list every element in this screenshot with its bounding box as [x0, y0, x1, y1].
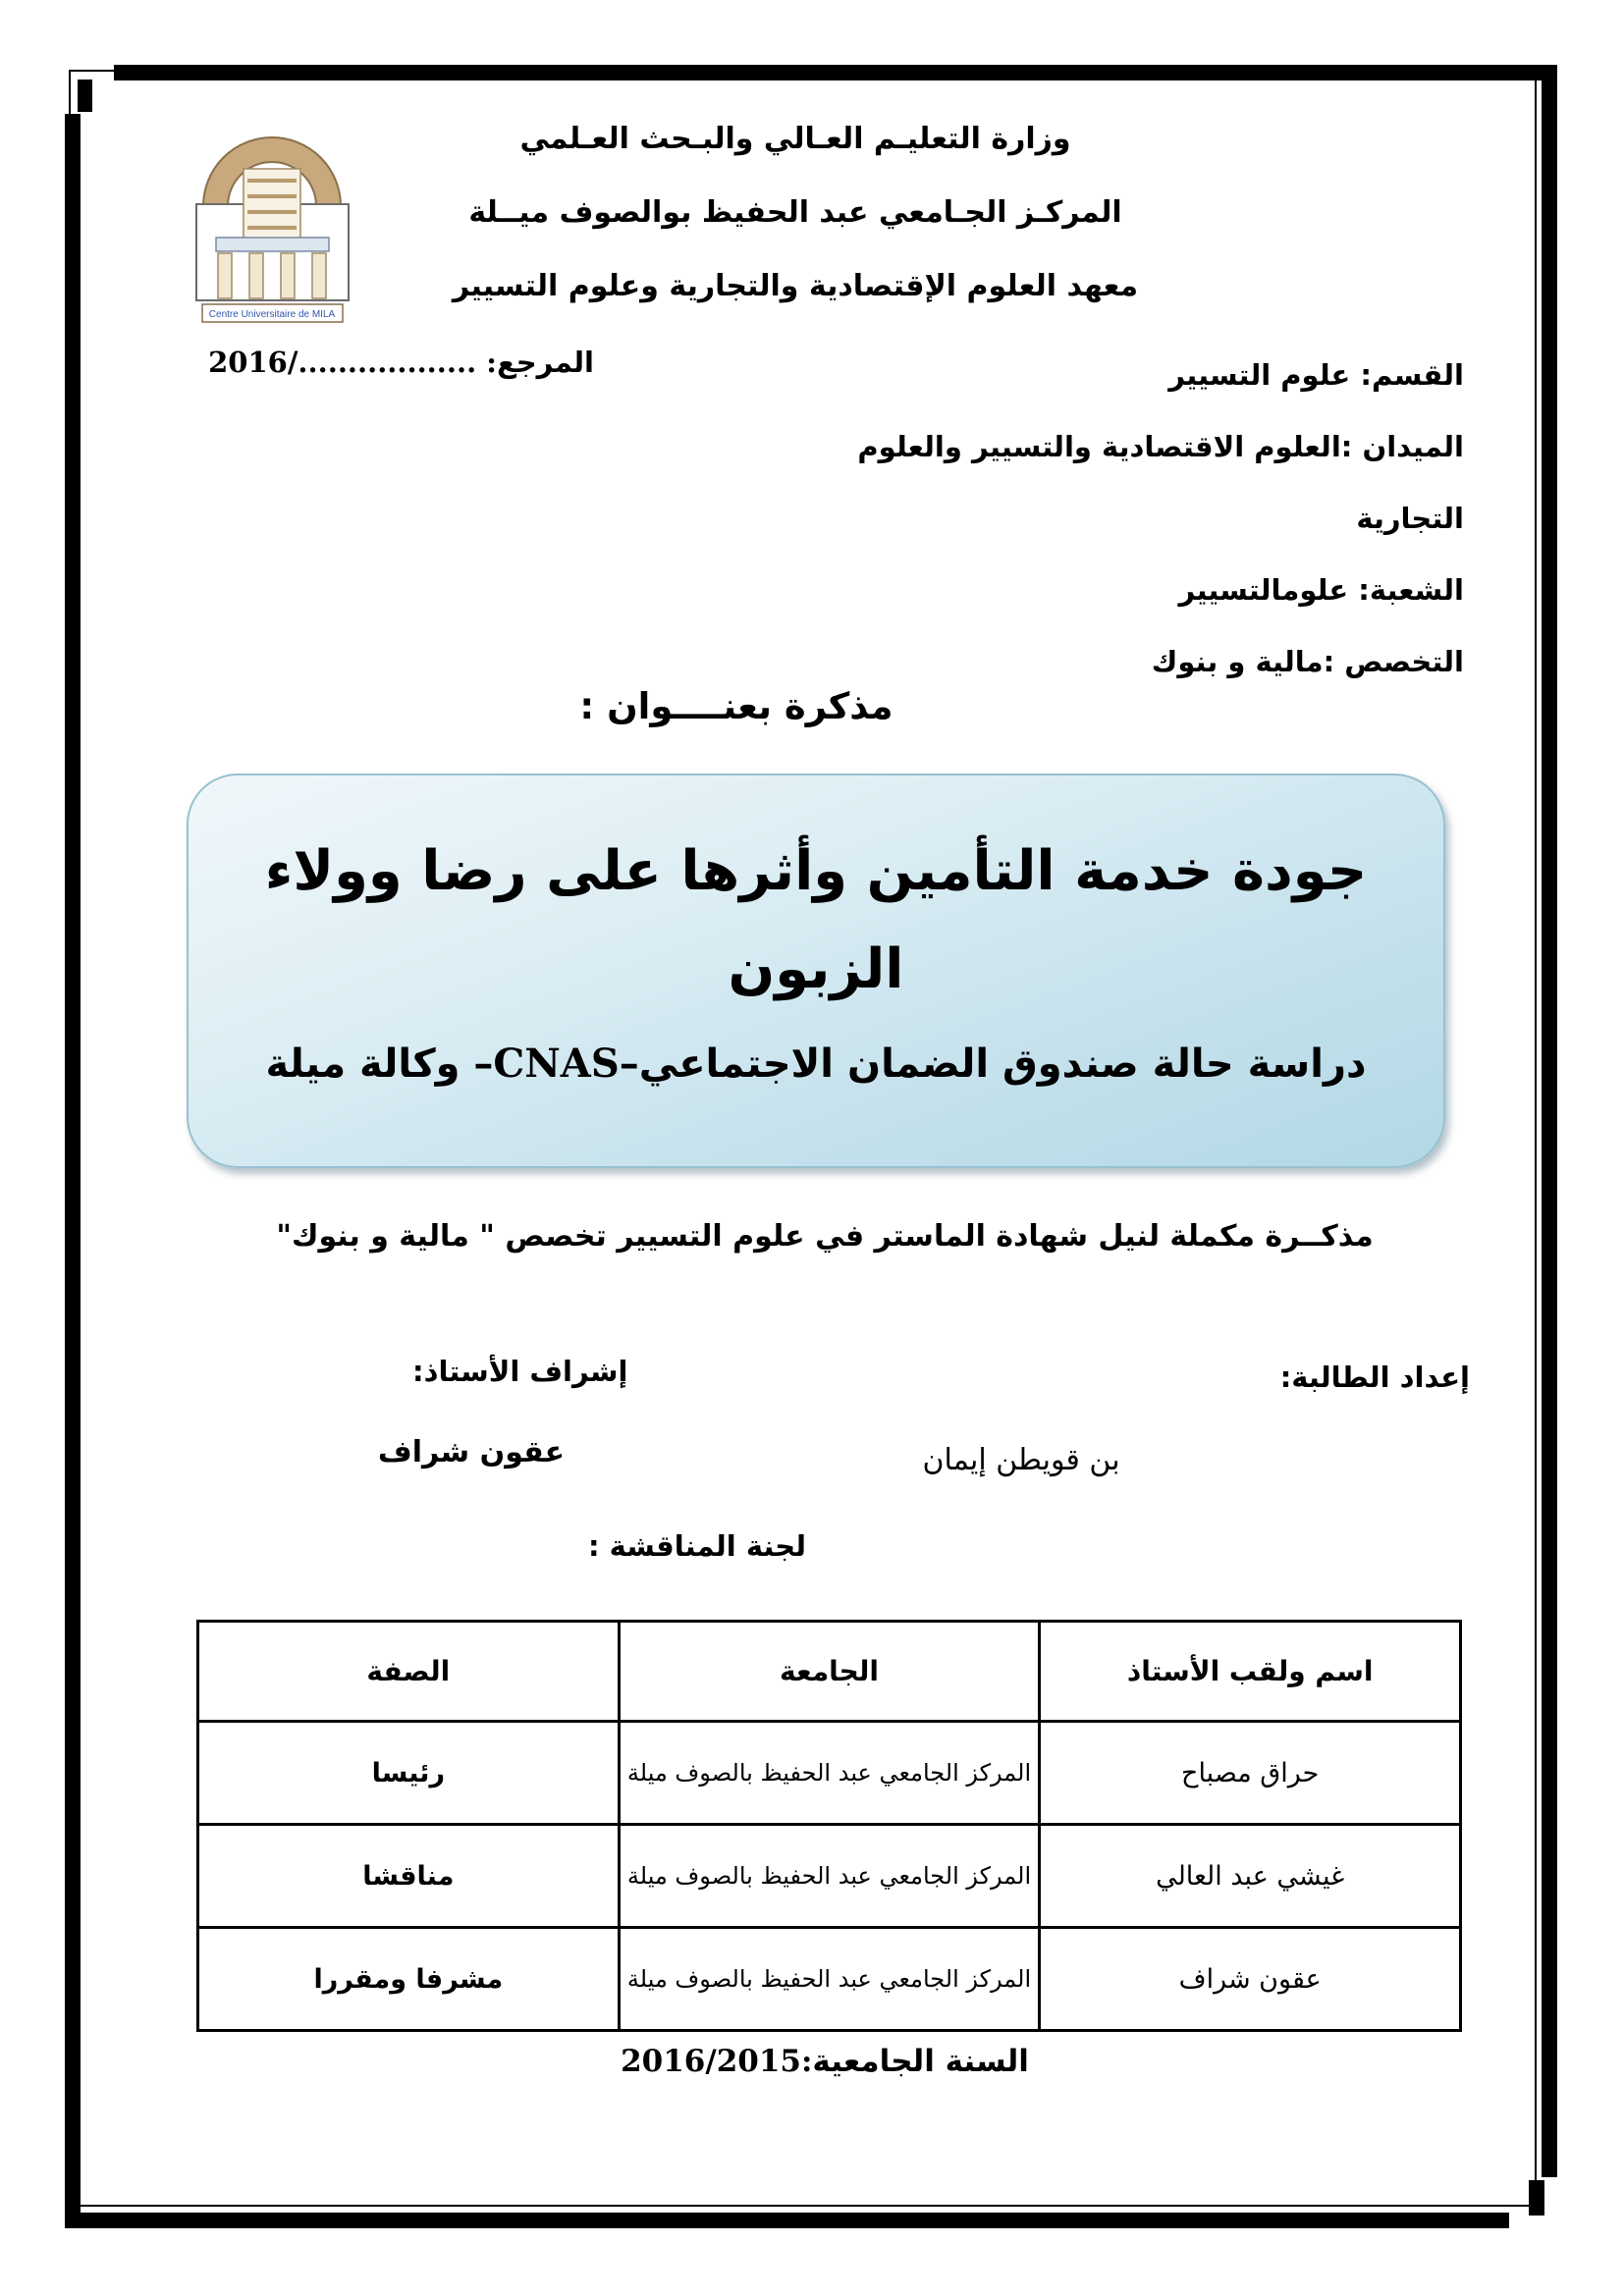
academic-info-block — [777, 340, 1464, 698]
university-cell: المركز الجامعي عبد الحفيظ بالصوف ميلة — [619, 1928, 1040, 2031]
table-row — [198, 1825, 1461, 1928]
ministry-header — [353, 102, 1237, 323]
page-frame-thick-right — [1542, 65, 1557, 2177]
academic-year: السنة الجامعية:2016/2015 — [621, 2044, 1029, 2079]
page-frame-thick-bottom — [65, 2213, 1509, 2228]
university-cell: المركز الجامعي عبد الحفيظ بالصوف ميلة — [619, 1825, 1040, 1928]
supervisor-name: عقون شراف — [377, 1435, 566, 1469]
branch-line: الشعبة: علومالتسيير — [1178, 573, 1464, 607]
specialty-line: التخصص :مالية و بنوك — [1151, 645, 1464, 678]
field-line: الميدان :العلوم الاقتصادية والتسيير والعلوم التجارية — [857, 430, 1464, 535]
role-cell: مشرفا ومقررا — [198, 1928, 620, 2031]
thesis-title-line1: جودة خدمة التأمين وأثرها على رضا وولاء — [264, 839, 1368, 903]
logo-caption: Centre Universitaire de MILA — [208, 309, 336, 320]
supervisor-label: إشراف الأستاذ: — [412, 1355, 628, 1388]
thesis-title — [189, 823, 1443, 1019]
professor-name-cell: غيشي عبد العالي — [1040, 1825, 1461, 1928]
thesis-title-line2: الزبون — [728, 937, 904, 1001]
university-center-line: المركـز الجـامعي عبد الحفيظ بوالصوف ميــلة — [468, 195, 1122, 230]
reference-line: المرجع: ................../2016 — [208, 346, 594, 379]
committee-label: لجنة المناقشة : — [587, 1529, 807, 1563]
table-row — [198, 1722, 1461, 1825]
header-role: الصفة — [198, 1622, 620, 1722]
header-professor-name: اسم ولقب الأستاذ — [1040, 1622, 1461, 1722]
role-cell: مناقشا — [198, 1825, 620, 1928]
student-name: بن قويطن إيمان — [922, 1443, 1120, 1477]
thesis-title-box — [187, 774, 1445, 1168]
university-logo-icon — [167, 110, 378, 334]
ministry-line: وزارة التعليـم العـالي والبـحث العـلمي — [519, 122, 1071, 156]
page-frame-thick-left — [65, 114, 81, 2228]
memo-title-label: مذكرة بعنــــوان : — [579, 685, 893, 727]
header-university: الجامعة — [619, 1622, 1040, 1722]
page-frame-corner-step-bottomright — [1529, 2180, 1544, 2216]
professor-name-cell: عقون شراف — [1040, 1928, 1461, 2031]
role-cell: رئيسا — [198, 1722, 620, 1825]
university-logo — [167, 110, 378, 334]
degree-requirement-line: مذكــرة مكملة لنيل شهادة الماستر في علوم التسيير تخصص " مالية و بنوك" — [276, 1219, 1374, 1254]
committee-table — [196, 1620, 1462, 2032]
table-row — [198, 1928, 1461, 2031]
thesis-subtitle: دراسة حالة صندوق الضمان الاجتماعي–CNAS– وكالة ميلة — [265, 1041, 1367, 1087]
table-header-row — [198, 1622, 1461, 1722]
department-line: القسم: علوم التسيير — [1168, 358, 1464, 392]
professor-name-cell: حراق مصباح — [1040, 1722, 1461, 1825]
prepared-by-label: إعداد الطالبة: — [1279, 1361, 1470, 1394]
page-frame-corner-step-topleft — [78, 80, 92, 112]
page-frame-thick-top — [114, 65, 1557, 80]
institute-line: معهد العلوم الإقتصادية والتجارية وعلوم التسيير — [452, 269, 1139, 303]
university-cell: المركز الجامعي عبد الحفيظ بالصوف ميلة — [619, 1722, 1040, 1825]
